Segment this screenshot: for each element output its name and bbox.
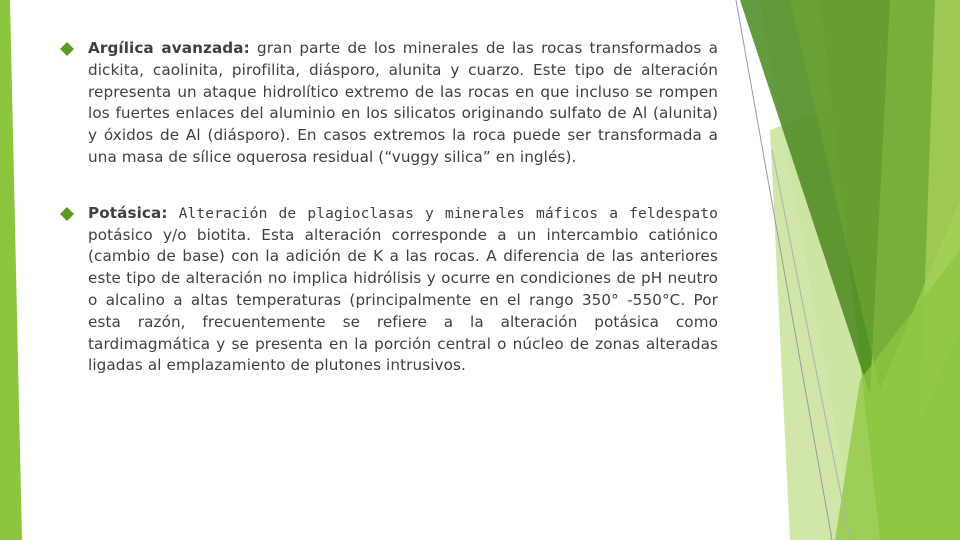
bullet-paragraph xyxy=(88,203,718,377)
diamond-bullet-icon xyxy=(60,42,74,56)
bullet-item-argilica xyxy=(60,38,718,169)
bullet-item-potasica xyxy=(60,203,718,377)
bullet-body-text: gran parte de los minerales de las rocas transformados a dickita, caolinita, pirofilita, diásporo, alunita y cuarzo. Este tipo de alteración representa un ataque hidrolítico extremo de las rocas en que incluso se rompen los fuertes enlaces del aluminio en los silicatos originando sulfato de Al (alunita) y óxidos de Al (diásporo). En casos extremos la roca puede ser transformada a una masa de sílice oquerosa residual (“vuggy silica” en inglés). xyxy=(88,39,718,166)
slide-content xyxy=(60,38,718,377)
diamond-bullet-icon xyxy=(60,207,74,221)
bullet-lead-term: Potásica: xyxy=(88,203,168,222)
bullet-lead-term: Argílica avanzada: xyxy=(88,39,250,57)
bullet-paragraph xyxy=(88,38,718,169)
left-green-strip xyxy=(0,0,22,540)
bullet-lead-continuation: Alteración de plagioclasas y minerales máficos a feldespato xyxy=(167,204,718,222)
bullet-body-text: potásico y/o biotita. Esta alteración corresponde a un intercambio catiónico (cambio de base) con la adición de K a las rocas. A diferencia de las anteriores este tipo de alteración no implica hidrólisis y ocurre en condiciones de pH neutro o alcalino a altas temperaturas (principalmente en el rango 350° -550°C. Por esta razón, frecuentemente se refiere a la alteración potásica como tardimagmática y se presenta en la porción central o núcleo de zonas alteradas ligadas al emplazamiento de plutones intrusivos. xyxy=(88,225,718,375)
